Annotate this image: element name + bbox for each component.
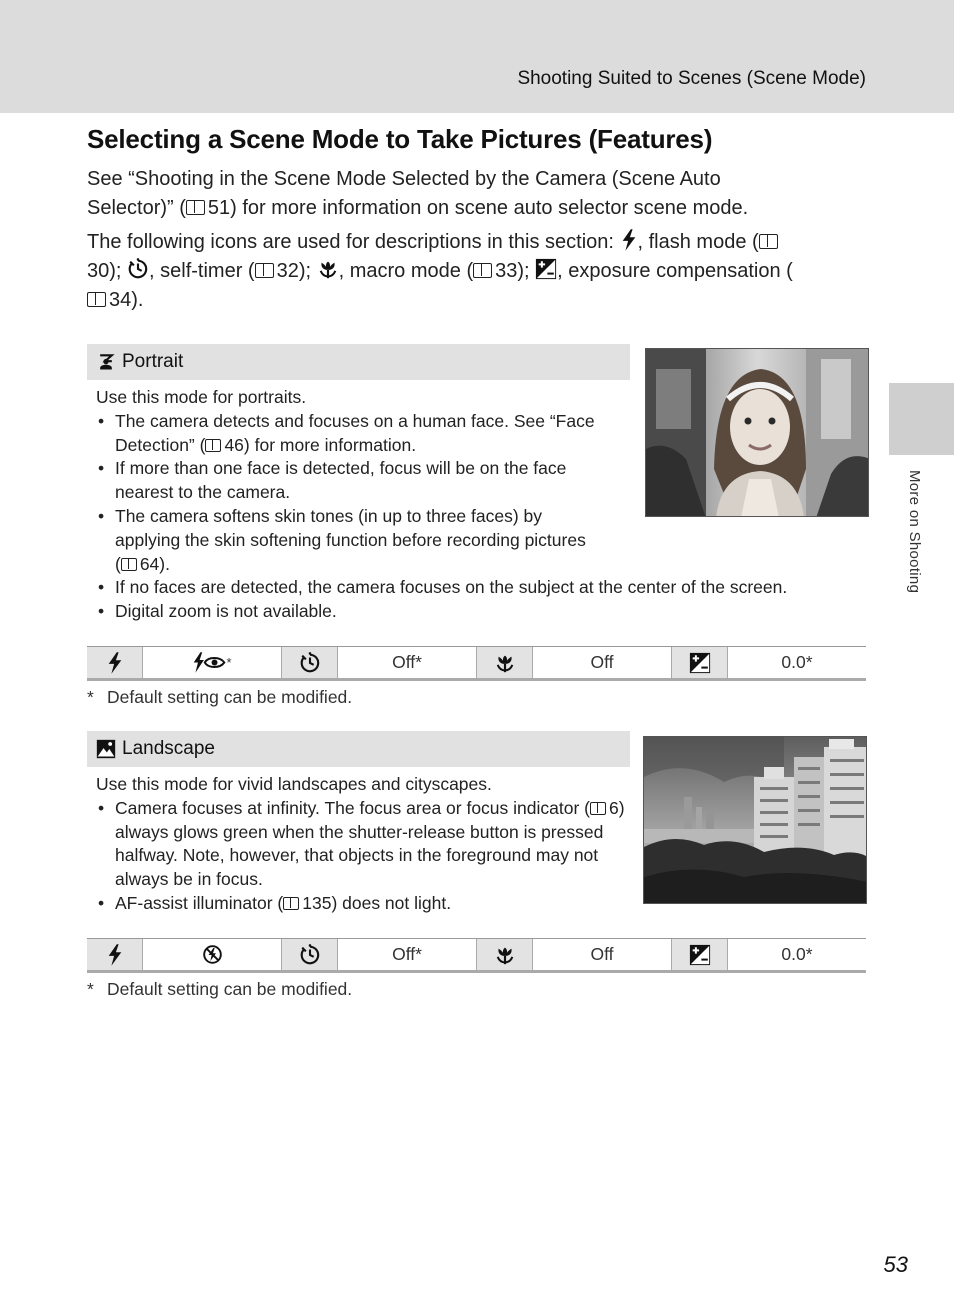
list-item: • AF-assist illuminator ( 135) does not light.	[96, 892, 626, 916]
macro-setting: Off	[533, 939, 672, 970]
list-item: • Digital zoom is not available.	[96, 600, 626, 624]
book-ref-icon	[186, 200, 205, 215]
book-ref-icon	[255, 263, 274, 278]
flash-icon	[87, 939, 143, 970]
landscape-settings-table	[87, 938, 866, 973]
exposure-compensation-icon	[535, 258, 557, 280]
self-timer-icon	[127, 258, 149, 280]
portrait-sample-photo	[645, 348, 869, 517]
list-item: • The camera detects and focuses on a human face. See “Face Detection” ( 46) for more information.	[96, 410, 626, 458]
portrait-footnote: * Default setting can be modified.	[87, 687, 353, 707]
exposure-setting: 0.0*	[781, 944, 813, 964]
intro-paragraph-1: See “Shooting in the Scene Mode Selected by the Camera (Scene Auto Selector)” ( 51) for more information on scene auto selector scene mode.	[87, 168, 749, 219]
landscape-footnote: * Default setting can be modified.	[87, 979, 353, 999]
landscape-sample-photo	[643, 736, 867, 904]
landscape-icon	[96, 739, 116, 759]
macro-icon	[477, 647, 533, 678]
exposure-compensation-icon	[672, 939, 728, 970]
flash-icon	[87, 647, 143, 678]
flash-icon	[620, 229, 638, 251]
list-item: • If no faces are detected, the camera focuses on the subject at the center of the screen.	[96, 576, 856, 600]
side-tab	[889, 383, 954, 455]
self-timer-icon	[282, 939, 338, 970]
portrait-icon	[96, 352, 116, 372]
book-ref-icon	[759, 234, 778, 249]
list-item: • Camera focuses at infinity. The focus area or focus indicator ( 6) always glows green when the shutter-release button is pressed halfway. Note, however, that objects in the foreground may not always be in focus.	[96, 797, 626, 892]
exposure-setting: 0.0*	[781, 652, 813, 672]
page-number: 53	[883, 1252, 908, 1277]
macro-setting: Off	[533, 647, 672, 678]
flash-off-icon	[202, 944, 223, 965]
landscape-mode-heading: Landscape	[87, 731, 630, 767]
book-ref-icon	[473, 263, 492, 278]
macro-icon	[477, 939, 533, 970]
page-title: Selecting a Scene Mode to Take Pictures (Features)	[87, 124, 713, 154]
header-band	[0, 0, 954, 113]
self-timer-icon	[282, 647, 338, 678]
red-eye-flash-icon	[192, 652, 226, 673]
portrait-mode-heading: Portrait	[87, 344, 630, 380]
book-ref-icon	[283, 897, 299, 910]
portrait-settings-table	[87, 646, 866, 681]
side-tab-label: More on Shooting	[906, 470, 923, 594]
self-timer-setting: Off*	[338, 647, 477, 678]
book-ref-icon	[87, 292, 106, 307]
book-ref-icon	[205, 439, 221, 452]
self-timer-setting: Off*	[338, 939, 477, 970]
landscape-description: Use this mode for vivid landscapes and cityscapes. • Camera focuses at infinity. The focus area or focus indicator ( 6) always glows green when the shutter-release button is pressed halfway. Note, however, that objects in the foreground may not always be in focus. • AF-assist illuminator ( 135) does not light.	[96, 773, 626, 916]
book-ref-icon	[590, 802, 606, 815]
running-head: Shooting Suited to Scenes (Scene Mode)	[517, 68, 866, 89]
macro-icon	[317, 258, 339, 280]
flash-setting	[143, 939, 282, 970]
list-item: • If more than one face is detected, focus will be on the face nearest to the camera.	[96, 457, 626, 505]
intro-paragraph-2: The following icons are used for descriptions in this section: , flash mode (30); , self-timer ( 32); , macro mode ( 33); , exposure compensation (34).	[87, 231, 793, 311]
book-ref-icon	[121, 558, 137, 571]
list-item: • The camera softens skin tones (in up to three faces) by applying the skin softening function before recording pictures ( 64).	[96, 505, 586, 576]
portrait-description: Use this mode for portraits. • The camera detects and focuses on a human face. See “Face Detection” ( 46) for more information. • If more than one face is detected, focus will be on the face nearest to the camera. • The camera softens skin tones (in up to three faces) by applying the skin softening function before recording pictures ( 64). • If no faces are detected, the camera focuses on the subject at the center of the screen. • Digital zoom is not available.	[96, 386, 626, 624]
exposure-compensation-icon	[672, 647, 728, 678]
flash-setting: *	[143, 647, 282, 678]
